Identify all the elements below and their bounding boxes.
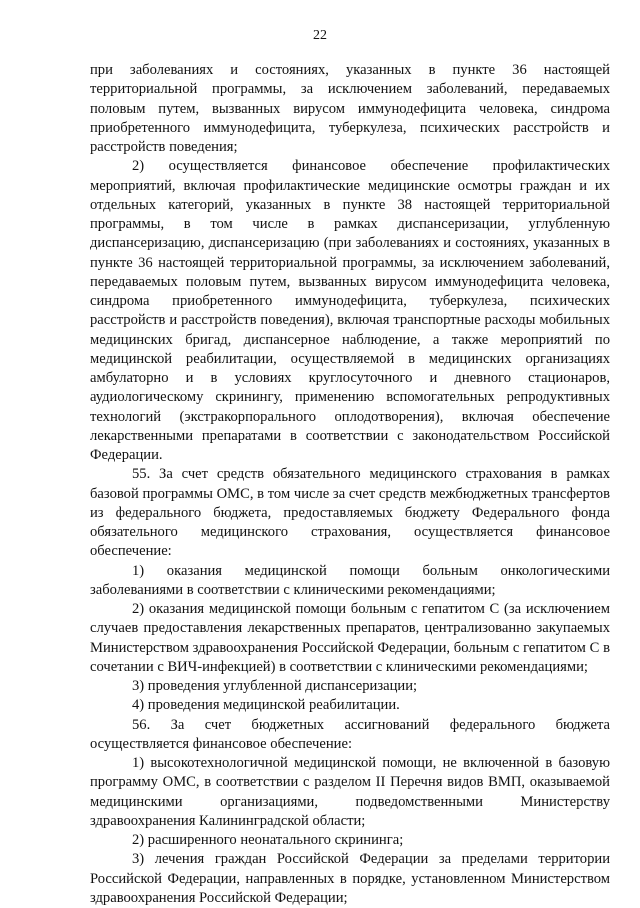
paragraph-56-item-3: 3) лечения граждан Российской Федерации за пределами территории Российской Федерации, направленных в порядке, установленном Министерством здравоохранения Российской Федерации; — [90, 851, 610, 906]
paragraph-continuation: при заболеваниях и состояниях, указанных в пункте 36 настоящей территориальной программы, за исключением заболеваний, передаваемых половым путем, вызванных вирусом иммунодефицита человека, синдрома приобретенного иммунодефицита, туберкулеза, психических расстройств и расстройств поведения; — [90, 62, 610, 155]
paragraph-56-item-2: 2) расширенного неонатального скрининга; — [132, 832, 404, 848]
paragraph-55-item-4: 4) проведения медицинской реабилитации. — [132, 697, 400, 714]
paragraph-item-2: 2) осуществляется финансовое обеспечение профилактических мероприятий, включая профилактические медицинские осмотры граждан и их отдельных категорий, указанных в пункте 38 настоящей территориальной программы, в том числе в рамках диспансеризации, углубленную диспансеризацию, диспансеризацию (при заболеваниях и состояниях, указанных в пункте 36 настоящей территориальной программы, за исключением заболеваний, передаваемых половым путем, вызванных вирусом иммунодефицита человека, синдрома приобретенного иммунодефицита, туберкулеза, психических расстройств и расстройств поведения), включая транспортные расходы мобильных медицинских бригад, диспансерное наблюдение, а также мероприятий по медицинской реабилитации, осуществляемой в медицинских организациях амбулаторно и в условиях круглосуточного и дневного стационаров, аудиологическому скринингу, применению вспомогательных репродуктивных технологий (экстракорпорального оплодотворения), включая обеспечение лекарственными препаратами в соответствии с законодательством Российской Федерации. — [90, 158, 610, 463]
page-number: 22 — [313, 28, 327, 43]
paragraph-55-item-2: 2) оказания медицинской помощи больным с гепатитом С (за исключением случаев предоставления лекарственных препаратов, централизованно закупаемых Министерством здравоохранения Российской Федерации, больным с гепатитом С в сочетании с ВИЧ-инфекцией) в соответствии с клиническими рекомендациями; — [90, 601, 610, 675]
paragraph-clause-55: 55. За счет средств обязательного медицинского страхования в рамках базовой программы ОМС, в том числе за счет средств межбюджетных трансфертов из федерального бюджета, предоставляемых бюджету Федерального фонда обязательного медицинского страхования, осуществляется финансовое обеспечение: — [90, 466, 610, 560]
paragraph-clause-56: 56. За счет бюджетных ассигнований федерального бюджета осуществляется финансовое обеспечение: — [90, 716, 610, 752]
paragraph-56-item-1: 1) высокотехнологичной медицинской помощи, не включенной в базовую программу ОМС, в соответствии с разделом II Перечня видов ВМП, оказываемой медицинскими организациями, подведомственными Министерству здравоохранения Калининградской области; — [90, 755, 610, 829]
paragraph-55-item-3: 3) проведения углубленной диспансеризации; — [132, 678, 418, 694]
paragraph-55-item-1: 1) оказания медицинской помощи больным онкологическими заболеваниями в соответствии с клиническими рекомендациями; — [90, 562, 610, 598]
document-body — [90, 61, 610, 908]
